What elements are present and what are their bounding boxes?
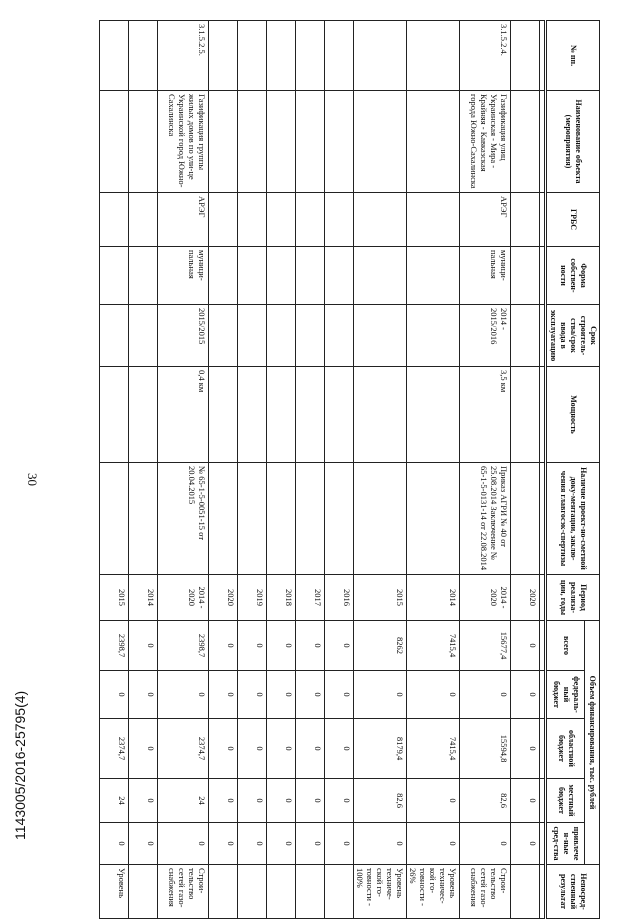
cell-grbs xyxy=(407,193,460,247)
cell-capacity xyxy=(238,367,267,463)
cell-capacity xyxy=(209,367,238,463)
header-local: местный бюджет xyxy=(546,779,585,823)
cell-num: 3.1.5.2.5. xyxy=(158,21,209,91)
cell-federal: 0 xyxy=(267,671,296,719)
separator-cell xyxy=(540,247,546,305)
cell-federal: 0 xyxy=(407,671,460,719)
cell-capacity xyxy=(354,367,407,463)
cell-capacity xyxy=(296,367,325,463)
cell-name xyxy=(209,91,238,193)
cell-capacity xyxy=(100,367,129,463)
cell-design-docs xyxy=(511,463,540,575)
table-separator xyxy=(540,21,546,919)
cell-capacity xyxy=(325,367,354,463)
cell-year: 2014 xyxy=(129,575,158,621)
separator-cell xyxy=(540,823,546,865)
cell-result xyxy=(511,865,540,919)
cell-federal: 0 xyxy=(354,671,407,719)
cell-period-build xyxy=(238,305,267,367)
cell-attracted: 0 xyxy=(407,823,460,865)
cell-local: 0 xyxy=(129,779,158,823)
header-name: Наименование объекта (мероприятия) xyxy=(546,91,600,193)
header-period-build: Срок строитель-ства/срок ввода в эксплуатацию xyxy=(546,305,600,367)
cell-year: 2014 - 2020 xyxy=(460,575,511,621)
cell-local: 0 xyxy=(238,779,267,823)
separator-cell xyxy=(540,671,546,719)
cell-local: 82,6 xyxy=(460,779,511,823)
cell-ownership xyxy=(267,247,296,305)
cell-regional: 2374,7 xyxy=(158,719,209,779)
cell-name xyxy=(267,91,296,193)
cell-result xyxy=(129,865,158,919)
separator-cell xyxy=(540,305,546,367)
cell-name xyxy=(238,91,267,193)
cell-num xyxy=(511,21,540,91)
cell-regional: 7415,4 xyxy=(407,719,460,779)
cell-local: 0 xyxy=(296,779,325,823)
header-grbs: ГРБС xyxy=(546,193,600,247)
cell-local: 0 xyxy=(511,779,540,823)
cell-grbs: АРЭГ xyxy=(158,193,209,247)
cell-local: 0 xyxy=(267,779,296,823)
cell-name: Газификация группы жилых домов по ули-це Украинской город Южно-Сахалинска xyxy=(158,91,209,193)
cell-local: 0 xyxy=(325,779,354,823)
page-number: 30 xyxy=(25,473,40,486)
header-total: всего xyxy=(546,621,585,671)
header-design-docs: Наличие проект-но-сметной доку-ментации, заклю-чения главгосэк-спертизы xyxy=(546,463,600,575)
table-row xyxy=(238,21,267,919)
cell-design-docs xyxy=(407,463,460,575)
cell-design-docs xyxy=(296,463,325,575)
separator-cell xyxy=(540,367,546,463)
cell-result xyxy=(267,865,296,919)
cell-federal: 0 xyxy=(460,671,511,719)
table-row xyxy=(267,21,296,919)
separator-cell xyxy=(540,463,546,575)
cell-num xyxy=(238,21,267,91)
cell-capacity xyxy=(129,367,158,463)
cell-result: Уровень техничес-кой го-товности - 26% xyxy=(407,865,460,919)
table-row xyxy=(325,21,354,919)
cell-attracted: 0 xyxy=(460,823,511,865)
cell-design-docs: № 65-1-5-0051-15 от 20.04.2015 xyxy=(158,463,209,575)
funding-table xyxy=(99,20,600,919)
cell-capacity: 0,4 км xyxy=(158,367,209,463)
cell-capacity xyxy=(407,367,460,463)
cell-name xyxy=(100,91,129,193)
separator-cell xyxy=(540,91,546,193)
cell-num xyxy=(129,21,158,91)
table-row xyxy=(158,21,209,919)
cell-federal: 0 xyxy=(100,671,129,719)
cell-result: Уровень xyxy=(100,865,129,919)
separator-cell xyxy=(540,865,546,919)
cell-attracted: 0 xyxy=(511,823,540,865)
cell-regional: 0 xyxy=(325,719,354,779)
cell-name: Газификация улиц Украинская - Мира - Крайняя - Кавказская города Южно-Сахалинска xyxy=(460,91,511,193)
cell-attracted: 0 xyxy=(209,823,238,865)
cell-ownership xyxy=(354,247,407,305)
cell-name xyxy=(296,91,325,193)
header-funding: Объем финансирования, тыс. рублей xyxy=(585,621,600,865)
cell-grbs xyxy=(238,193,267,247)
cell-federal: 0 xyxy=(209,671,238,719)
cell-grbs: АРЭГ xyxy=(460,193,511,247)
cell-period-build xyxy=(129,305,158,367)
cell-ownership xyxy=(407,247,460,305)
cell-grbs xyxy=(267,193,296,247)
cell-design-docs xyxy=(354,463,407,575)
header-period-impl: Период реализа-ции, годы xyxy=(546,575,600,621)
cell-total: 0 xyxy=(325,621,354,671)
cell-result: Строи-тельство сетей газо-снабжения xyxy=(158,865,209,919)
cell-regional: 15594,8 xyxy=(460,719,511,779)
cell-regional: 0 xyxy=(129,719,158,779)
cell-name xyxy=(325,91,354,193)
cell-year: 2014 xyxy=(407,575,460,621)
cell-local: 0 xyxy=(209,779,238,823)
cell-regional: 0 xyxy=(238,719,267,779)
cell-year: 2015 xyxy=(354,575,407,621)
cell-name xyxy=(511,91,540,193)
cell-attracted: 0 xyxy=(129,823,158,865)
cell-ownership xyxy=(325,247,354,305)
cell-period-build xyxy=(354,305,407,367)
cell-grbs xyxy=(325,193,354,247)
cell-grbs xyxy=(296,193,325,247)
cell-grbs xyxy=(354,193,407,247)
cell-num: 3.1.5.2.4. xyxy=(460,21,511,91)
cell-year: 2019 xyxy=(238,575,267,621)
cell-num xyxy=(209,21,238,91)
cell-total: 0 xyxy=(267,621,296,671)
cell-local: 0 xyxy=(407,779,460,823)
table-row xyxy=(460,21,511,919)
cell-total: 0 xyxy=(296,621,325,671)
cell-ownership: муници-пальная xyxy=(460,247,511,305)
separator-cell xyxy=(540,719,546,779)
cell-regional: 0 xyxy=(267,719,296,779)
cell-regional: 0 xyxy=(511,719,540,779)
cell-total: 0 xyxy=(129,621,158,671)
cell-attracted: 0 xyxy=(158,823,209,865)
cell-num xyxy=(267,21,296,91)
table-row xyxy=(100,21,129,919)
cell-attracted: 0 xyxy=(296,823,325,865)
cell-period-build xyxy=(296,305,325,367)
cell-local: 24 xyxy=(100,779,129,823)
table-row xyxy=(354,21,407,919)
cell-num xyxy=(296,21,325,91)
cell-year: 2020 xyxy=(209,575,238,621)
cell-result xyxy=(296,865,325,919)
cell-result xyxy=(238,865,267,919)
cell-period-build: 2015/2015 xyxy=(158,305,209,367)
cell-result: Уровень техниче-ской го-товности - 100% xyxy=(354,865,407,919)
header-result: Непосред-ственный результат xyxy=(546,865,600,919)
cell-num xyxy=(100,21,129,91)
cell-ownership xyxy=(511,247,540,305)
cell-ownership: муници-пальная xyxy=(158,247,209,305)
header-ownership: Форма собствен-ности xyxy=(546,247,600,305)
header-federal: федераль-ный бюджет xyxy=(546,671,585,719)
cell-total: 15677,4 xyxy=(460,621,511,671)
cell-result xyxy=(325,865,354,919)
cell-num xyxy=(325,21,354,91)
cell-name xyxy=(354,91,407,193)
cell-design-docs xyxy=(100,463,129,575)
cell-design-docs xyxy=(325,463,354,575)
cell-result: Строи-тельство сетей газо-снабжения xyxy=(460,865,511,919)
cell-total: 0 xyxy=(238,621,267,671)
cell-local: 24 xyxy=(158,779,209,823)
separator-cell xyxy=(540,193,546,247)
cell-ownership xyxy=(296,247,325,305)
cell-federal: 0 xyxy=(129,671,158,719)
cell-name xyxy=(407,91,460,193)
cell-ownership xyxy=(209,247,238,305)
cell-grbs xyxy=(100,193,129,247)
cell-period-build xyxy=(100,305,129,367)
cell-num xyxy=(407,21,460,91)
cell-total: 8262 xyxy=(354,621,407,671)
cell-year: 2015 xyxy=(100,575,129,621)
cell-period-build: 2014 - 2015/2016 xyxy=(460,305,511,367)
cell-federal: 0 xyxy=(511,671,540,719)
table-row xyxy=(129,21,158,919)
separator-cell xyxy=(540,621,546,671)
cell-capacity: 3,5 км xyxy=(460,367,511,463)
cell-period-build xyxy=(407,305,460,367)
cell-grbs xyxy=(129,193,158,247)
header-regional: областной бюджет xyxy=(546,719,585,779)
cell-total: 7415,4 xyxy=(407,621,460,671)
cell-period-build xyxy=(209,305,238,367)
cell-total: 0 xyxy=(511,621,540,671)
separator-cell xyxy=(540,779,546,823)
table-row xyxy=(296,21,325,919)
cell-capacity xyxy=(511,367,540,463)
separator-cell xyxy=(540,21,546,91)
cell-year: 2016 xyxy=(325,575,354,621)
table-row xyxy=(209,21,238,919)
cell-num xyxy=(354,21,407,91)
cell-capacity xyxy=(267,367,296,463)
table-row xyxy=(407,21,460,919)
cell-design-docs xyxy=(209,463,238,575)
cell-federal: 0 xyxy=(238,671,267,719)
cell-period-build xyxy=(511,305,540,367)
header-num: № пп. xyxy=(546,21,600,91)
cell-attracted: 0 xyxy=(100,823,129,865)
cell-design-docs xyxy=(129,463,158,575)
cell-result xyxy=(209,865,238,919)
cell-regional: 0 xyxy=(296,719,325,779)
cell-year: 2018 xyxy=(267,575,296,621)
cell-attracted: 0 xyxy=(354,823,407,865)
table-rotated-container xyxy=(117,20,600,910)
cell-federal: 0 xyxy=(296,671,325,719)
cell-year: 2017 xyxy=(296,575,325,621)
separator-cell xyxy=(540,575,546,621)
cell-period-build xyxy=(325,305,354,367)
cell-total: 0 xyxy=(209,621,238,671)
table-row xyxy=(511,21,540,919)
cell-local: 82,6 xyxy=(354,779,407,823)
cell-name xyxy=(129,91,158,193)
cell-ownership xyxy=(238,247,267,305)
header-capacity: Мощность xyxy=(546,367,600,463)
cell-year: 2014 - 2020 xyxy=(158,575,209,621)
cell-period-build xyxy=(267,305,296,367)
cell-design-docs xyxy=(238,463,267,575)
header-attracted: привлечен-ные сред-ства xyxy=(546,823,585,865)
cell-regional: 0 xyxy=(209,719,238,779)
cell-attracted: 0 xyxy=(325,823,354,865)
cell-design-docs xyxy=(267,463,296,575)
cell-total: 2398,7 xyxy=(158,621,209,671)
cell-design-docs: Приказ АГРИ № 40 от 25.08.2014 Заключение № 65-1-5-0131-14 от 22.08.2014 xyxy=(460,463,511,575)
cell-attracted: 0 xyxy=(238,823,267,865)
cell-ownership xyxy=(100,247,129,305)
cell-ownership xyxy=(129,247,158,305)
cell-federal: 0 xyxy=(158,671,209,719)
cell-regional: 8179,4 xyxy=(354,719,407,779)
cell-grbs xyxy=(511,193,540,247)
cell-grbs xyxy=(209,193,238,247)
cell-total: 2398,7 xyxy=(100,621,129,671)
cell-federal: 0 xyxy=(325,671,354,719)
cell-year: 2020 xyxy=(511,575,540,621)
document-stamp: 1143005/2016-25795(4) xyxy=(12,690,28,840)
cell-regional: 2374,7 xyxy=(100,719,129,779)
cell-attracted: 0 xyxy=(267,823,296,865)
